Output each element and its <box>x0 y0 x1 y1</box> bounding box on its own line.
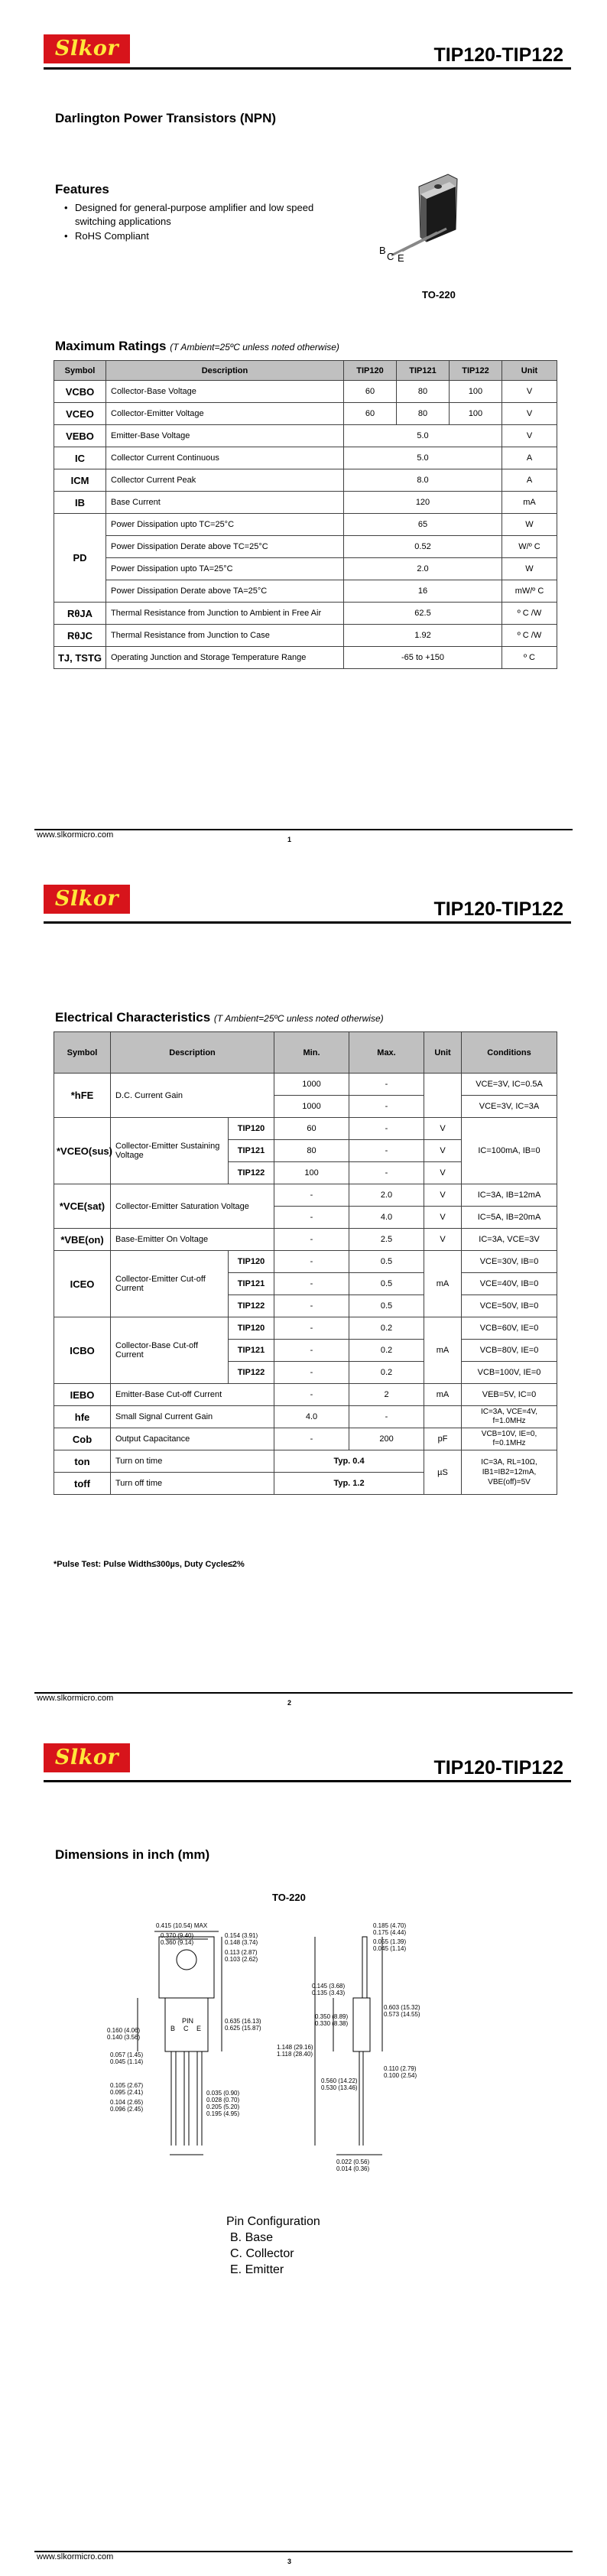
typ-cell: Typ. 1.2 <box>274 1473 424 1495</box>
col-header: TIP121 <box>397 361 450 381</box>
min-cell: - <box>274 1273 349 1295</box>
value-cell: 8.0 <box>344 469 502 492</box>
col-header: Symbol <box>54 1032 111 1074</box>
table-row <box>54 1450 557 1473</box>
desc-cell: Collector-Base Voltage <box>106 381 344 403</box>
part-cell: TIP121 <box>229 1140 274 1162</box>
max-cell: 200 <box>349 1428 424 1450</box>
col-header: Conditions <box>462 1032 557 1074</box>
unit-cell: V <box>424 1229 462 1251</box>
table-header-row <box>54 1032 557 1074</box>
desc-cell: D.C. Current Gain <box>111 1074 274 1118</box>
table-row <box>54 1317 557 1340</box>
dim-label: 0.350 (8.89) <box>315 2013 349 2020</box>
cond-cell: VCB=10V, IE=0, f=0.1MHz <box>462 1428 557 1450</box>
typ-cell: Typ. 0.4 <box>274 1450 424 1473</box>
part-cell: TIP120 <box>229 1317 274 1340</box>
table-row <box>54 492 557 514</box>
cond-cell: IC=100mA, IB=0 <box>462 1118 557 1184</box>
desc-cell: Thermal Resistance from Junction to Ambient in Free Air <box>106 603 344 625</box>
page-2 <box>0 859 607 1717</box>
page-number: 2 <box>287 1699 292 1707</box>
dim-label: 0.625 (15.87) <box>225 2025 261 2032</box>
value-cell: -65 to +150 <box>344 647 502 669</box>
cond-cell: VCB=100V, IE=0 <box>462 1362 557 1384</box>
min-cell: - <box>274 1428 349 1450</box>
desc-cell: Thermal Resistance from Junction to Case <box>106 625 344 647</box>
value-cell: 0.52 <box>344 536 502 558</box>
table-header-row <box>54 361 557 381</box>
footer-rule <box>34 2551 573 2552</box>
desc-cell: Power Dissipation Derate above TA=25°C <box>106 580 344 603</box>
dim-label: 0.135 (3.43) <box>312 1990 346 1996</box>
unit-cell: V <box>502 403 557 425</box>
part-cell: TIP121 <box>229 1340 274 1362</box>
table-row <box>54 381 557 403</box>
unit-cell <box>424 1406 462 1428</box>
dim-label: 0.103 (2.62) <box>225 1956 258 1963</box>
min-cell: 80 <box>274 1140 349 1162</box>
max-cell: 2.0 <box>349 1184 424 1207</box>
pincfg-item: C. Collector <box>230 2247 294 2260</box>
unit-cell: mA <box>424 1317 462 1384</box>
desc-cell: Emitter-Base Cut-off Current <box>111 1384 274 1406</box>
table-row <box>54 425 557 447</box>
symbol-cell: *VCE(sat) <box>54 1184 111 1229</box>
electrical-characteristics-table <box>54 1031 557 1495</box>
symbol-cell: IB <box>54 492 106 514</box>
pin-e-label: E <box>398 252 404 263</box>
min-cell: - <box>274 1207 349 1229</box>
pin-label: PIN <box>182 2017 194 2025</box>
table-row <box>54 1406 557 1428</box>
unit-cell: mW/º C <box>502 580 557 603</box>
pin-b-label: B <box>379 245 386 256</box>
dim-label: 0.022 (0.56) <box>336 2159 370 2165</box>
unit-cell: V <box>502 381 557 403</box>
table-row <box>54 1184 557 1207</box>
cond-cell: VCE=3V, IC=3A <box>462 1096 557 1118</box>
table-row <box>54 647 557 669</box>
slkor-logo: Slkor <box>44 34 130 63</box>
symbol-cell: RθJA <box>54 603 106 625</box>
min-cell: - <box>274 1317 349 1340</box>
header-rule <box>44 67 571 70</box>
cond-cell: VCE=30V, IB=0 <box>462 1251 557 1273</box>
feature-item: • RoHS Compliant <box>64 229 355 243</box>
desc-cell: Collector Current Continuous <box>106 447 344 469</box>
pulse-test-note: *Pulse Test: Pulse Width≤300µs, Duty Cycle≤2% <box>54 1560 245 1569</box>
value-cell: 5.0 <box>344 425 502 447</box>
cond-cell: VEB=5V, IC=0 <box>462 1384 557 1406</box>
desc-cell: Base-Emitter On Voltage <box>111 1229 274 1251</box>
unit-cell: pF <box>424 1428 462 1450</box>
max-cell: 0.2 <box>349 1317 424 1340</box>
dim-label: 0.045 (1.14) <box>373 1945 407 1952</box>
page-number: 3 <box>287 2558 292 2565</box>
cond-cell: VCB=60V, IE=0 <box>462 1317 557 1340</box>
table-row <box>54 1229 557 1251</box>
max-cell: 0.2 <box>349 1362 424 1384</box>
symbol-cell: *VCEO(sus) <box>54 1118 111 1184</box>
unit-cell: º C /W <box>502 603 557 625</box>
table-row <box>54 625 557 647</box>
unit-cell: V <box>424 1184 462 1207</box>
maxratings-condition: (T Ambient=25ºC unless noted otherwise) <box>170 342 339 352</box>
dim-label: 0.360 (9.14) <box>161 1939 194 1946</box>
dim-label: 0.028 (0.70) <box>206 2097 240 2103</box>
value-cell: 80 <box>397 381 450 403</box>
desc-cell: Emitter-Base Voltage <box>106 425 344 447</box>
min-cell: 100 <box>274 1162 349 1184</box>
dim-label: 0.104 (2.65) <box>110 2099 144 2106</box>
page-number: 1 <box>287 836 292 843</box>
desc-cell: Collector-Emitter Cut-off Current <box>111 1251 229 1317</box>
slkor-logo: Slkor <box>44 885 130 914</box>
dim-label: 0.140 (3.56) <box>107 2034 141 2041</box>
unit-cell: V <box>424 1162 462 1184</box>
desc-cell: Output Capacitance <box>111 1428 274 1450</box>
desc-cell: Collector-Emitter Saturation Voltage <box>111 1184 274 1229</box>
pin-b-label: B <box>170 2025 176 2032</box>
dim-label: 0.160 (4.06) <box>107 2027 141 2034</box>
dim-label: 0.530 (13.46) <box>321 2084 358 2091</box>
footer-rule <box>34 1692 573 1694</box>
table-row <box>54 558 557 580</box>
value-cell: 100 <box>450 403 502 425</box>
dim-label: 0.603 (15.32) <box>384 2004 420 2011</box>
unit-cell: V <box>424 1140 462 1162</box>
min-cell: - <box>274 1384 349 1406</box>
symbol-cell: PD <box>54 514 106 603</box>
unit-cell: W/º C <box>502 536 557 558</box>
symbol-cell: IC <box>54 447 106 469</box>
unit-cell: V <box>424 1118 462 1140</box>
col-header: TIP120 <box>344 361 397 381</box>
table-row <box>54 1428 557 1450</box>
min-cell: - <box>274 1229 349 1251</box>
col-header: Unit <box>502 361 557 381</box>
symbol-cell: toff <box>54 1473 111 1495</box>
value-cell: 16 <box>344 580 502 603</box>
cond-cell: IC=3A, VCE=4V, f=1.0MHz <box>462 1406 557 1428</box>
dim-label: 0.095 (2.41) <box>110 2089 144 2096</box>
unit-cell: µS <box>424 1450 462 1495</box>
value-cell: 1.92 <box>344 625 502 647</box>
max-cell: 0.5 <box>349 1273 424 1295</box>
unit-cell: A <box>502 469 557 492</box>
dim-label: 0.175 (4.44) <box>373 1929 407 1936</box>
package-label: TO-220 <box>422 289 456 300</box>
footer-website: www.slkormicro.com <box>37 1694 114 1703</box>
symbol-cell: TJ, TSTG <box>54 647 106 669</box>
min-cell: - <box>274 1340 349 1362</box>
dim-label: 0.370 (9.40) <box>161 1932 194 1939</box>
col-header: TIP122 <box>450 361 502 381</box>
dim-label: 0.415 (10.54) MAX <box>156 1922 208 1929</box>
max-ratings-table <box>54 360 557 669</box>
value-cell: 62.5 <box>344 603 502 625</box>
dim-label: 0.096 (2.45) <box>110 2106 144 2113</box>
dim-label: 0.113 (2.87) <box>225 1949 258 1956</box>
dim-label: 0.560 (14.22) <box>321 2077 358 2084</box>
cond-cell: IC=3A, RL=10Ω, IB1=IB2=12mA, VBE(off)=5V <box>462 1450 557 1495</box>
feature-item: • Designed for general-purpose amplifier and low speed switching applications <box>64 201 355 229</box>
desc-cell: Operating Junction and Storage Temperature Range <box>106 647 344 669</box>
col-header: Description <box>106 361 344 381</box>
max-cell: - <box>349 1118 424 1140</box>
footer-website: www.slkormicro.com <box>37 830 114 840</box>
header-rule <box>44 921 571 924</box>
dim-label: 0.014 (0.36) <box>336 2165 370 2172</box>
min-cell: - <box>274 1251 349 1273</box>
table-row <box>54 536 557 558</box>
pincfg-title: Pin Configuration <box>226 2215 320 2228</box>
col-header: Symbol <box>54 361 106 381</box>
package-label: TO-220 <box>272 1892 306 1903</box>
table-row <box>54 403 557 425</box>
max-cell: - <box>349 1074 424 1096</box>
min-cell: - <box>274 1184 349 1207</box>
table-row <box>54 1384 557 1406</box>
value-cell: 80 <box>397 403 450 425</box>
dim-label: 0.045 (1.14) <box>110 2058 144 2065</box>
unit-cell: W <box>502 514 557 536</box>
symbol-cell: hfe <box>54 1406 111 1428</box>
part-cell: TIP120 <box>229 1251 274 1273</box>
max-cell: 0.2 <box>349 1340 424 1362</box>
dimensions-heading: Dimensions in inch (mm) <box>55 1847 210 1862</box>
cond-cell: VCB=80V, IE=0 <box>462 1340 557 1362</box>
features-heading: Features <box>55 182 109 197</box>
max-cell: 2.5 <box>349 1229 424 1251</box>
footer-website: www.slkormicro.com <box>37 2552 114 2561</box>
cond-cell: IC=5A, IB=20mA <box>462 1207 557 1229</box>
symbol-cell: ICBO <box>54 1317 111 1384</box>
electrical-heading-text: Electrical Characteristics <box>55 1010 211 1025</box>
desc-cell: Collector-Base Cut-off Current <box>111 1317 229 1384</box>
part-cell: TIP122 <box>229 1362 274 1384</box>
dim-label: 0.148 (3.74) <box>225 1939 258 1946</box>
features-list <box>64 201 355 244</box>
part-number-title: TIP120-TIP122 <box>433 898 563 920</box>
table-row <box>54 603 557 625</box>
dim-label: 0.110 (2.79) <box>384 2065 417 2072</box>
min-cell: 1000 <box>274 1096 349 1118</box>
symbol-cell: *VBE(on) <box>54 1229 111 1251</box>
header-rule <box>44 1780 571 1782</box>
dim-label: 0.330 (8.38) <box>315 2020 349 2027</box>
unit-cell <box>424 1074 462 1118</box>
desc-cell: Collector Current Peak <box>106 469 344 492</box>
max-cell: - <box>349 1162 424 1184</box>
value-cell: 60 <box>344 403 397 425</box>
footer-rule <box>34 829 573 830</box>
pin-c-label: C <box>183 2025 189 2032</box>
symbol-cell: VEBO <box>54 425 106 447</box>
page-3 <box>0 1717 607 2576</box>
max-cell: - <box>349 1406 424 1428</box>
symbol-cell: VCEO <box>54 403 106 425</box>
to220-package-image <box>365 171 526 263</box>
desc-cell: Power Dissipation upto TC=25°C <box>106 514 344 536</box>
value-cell: 5.0 <box>344 447 502 469</box>
symbol-cell: RθJC <box>54 625 106 647</box>
max-cell: 0.5 <box>349 1295 424 1317</box>
dim-label: 0.100 (2.54) <box>384 2072 417 2079</box>
table-row <box>54 447 557 469</box>
page-1 <box>0 0 607 859</box>
table-row <box>54 1118 557 1140</box>
symbol-cell: ICM <box>54 469 106 492</box>
dim-label: 0.195 (4.95) <box>206 2110 240 2117</box>
col-header: Unit <box>424 1032 462 1074</box>
desc-cell: Turn on time <box>111 1450 274 1473</box>
table-row <box>54 469 557 492</box>
max-cell: 2 <box>349 1384 424 1406</box>
desc-cell: Small Signal Current Gain <box>111 1406 274 1428</box>
dim-label: 0.573 (14.55) <box>384 2011 420 2018</box>
dim-label: 0.185 (4.70) <box>373 1922 407 1929</box>
to220-dimension-drawing <box>107 1918 443 2208</box>
min-cell: 60 <box>274 1118 349 1140</box>
desc-cell: Turn off time <box>111 1473 274 1495</box>
cond-cell: VCE=3V, IC=0.5A <box>462 1074 557 1096</box>
pin-configuration <box>226 2214 320 2278</box>
dim-label: 1.118 (28.40) <box>277 2051 313 2058</box>
part-cell: TIP120 <box>229 1118 274 1140</box>
part-cell: TIP122 <box>229 1295 274 1317</box>
part-number-title: TIP120-TIP122 <box>433 44 563 66</box>
symbol-cell: ton <box>54 1450 111 1473</box>
min-cell: - <box>274 1295 349 1317</box>
unit-cell: mA <box>424 1384 462 1406</box>
desc-cell: Collector-Emitter Voltage <box>106 403 344 425</box>
unit-cell: A <box>502 447 557 469</box>
unit-cell: W <box>502 558 557 580</box>
electrical-heading <box>55 1010 384 1025</box>
desc-cell: Collector-Emitter Sustaining Voltage <box>111 1118 229 1184</box>
dim-label: 0.057 (1.45) <box>110 2051 144 2058</box>
table-row <box>54 580 557 603</box>
value-cell: 60 <box>344 381 397 403</box>
symbol-cell: Cob <box>54 1428 111 1450</box>
min-cell: 4.0 <box>274 1406 349 1428</box>
table-row <box>54 514 557 536</box>
maxratings-heading <box>55 339 339 354</box>
unit-cell: º C /W <box>502 625 557 647</box>
dim-label: 0.145 (3.68) <box>312 1983 346 1990</box>
dim-label: 0.035 (0.90) <box>206 2090 240 2097</box>
symbol-cell: *hFE <box>54 1074 111 1118</box>
value-cell: 65 <box>344 514 502 536</box>
cond-cell: IC=3A, IB=12mA <box>462 1184 557 1207</box>
maxratings-heading-text: Maximum Ratings <box>55 339 167 353</box>
dim-label: 1.148 (29.16) <box>277 2044 313 2051</box>
slkor-logo: Slkor <box>44 1743 130 1772</box>
dim-label: 0.205 (5.20) <box>206 2103 240 2110</box>
col-header: Description <box>111 1032 274 1074</box>
min-cell: 1000 <box>274 1074 349 1096</box>
part-cell: TIP122 <box>229 1162 274 1184</box>
cond-cell: IC=3A, VCE=3V <box>462 1229 557 1251</box>
col-header: Min. <box>274 1032 349 1074</box>
dim-label: 0.635 (16.13) <box>225 2018 261 2025</box>
dim-label: 0.105 (2.67) <box>110 2082 144 2089</box>
col-header: Max. <box>349 1032 424 1074</box>
pin-c-label: C <box>387 251 394 262</box>
table-row <box>54 1074 557 1096</box>
symbol-cell: ICEO <box>54 1251 111 1317</box>
max-cell: - <box>349 1096 424 1118</box>
dim-label: 0.055 (1.39) <box>373 1938 407 1945</box>
pincfg-item: B. Base <box>230 2231 274 2244</box>
dim-label: 0.154 (3.91) <box>225 1932 258 1939</box>
value-cell: 2.0 <box>344 558 502 580</box>
unit-cell: mA <box>502 492 557 514</box>
unit-cell: º C <box>502 647 557 669</box>
desc-cell: Base Current <box>106 492 344 514</box>
part-number-title: TIP120-TIP122 <box>433 1757 563 1779</box>
product-title: Darlington Power Transistors (NPN) <box>55 111 277 125</box>
symbol-cell: IEBO <box>54 1384 111 1406</box>
unit-cell: V <box>502 425 557 447</box>
pincfg-item: E. Emitter <box>230 2263 284 2276</box>
pin-e-label: E <box>196 2025 202 2032</box>
cond-cell: VCE=50V, IB=0 <box>462 1295 557 1317</box>
part-cell: TIP121 <box>229 1273 274 1295</box>
value-cell: 120 <box>344 492 502 514</box>
max-cell: 0.5 <box>349 1251 424 1273</box>
max-cell: - <box>349 1140 424 1162</box>
cond-cell: VCE=40V, IB=0 <box>462 1273 557 1295</box>
desc-cell: Power Dissipation Derate above TC=25°C <box>106 536 344 558</box>
desc-cell: Power Dissipation upto TA=25°C <box>106 558 344 580</box>
unit-cell: V <box>424 1207 462 1229</box>
max-cell: 4.0 <box>349 1207 424 1229</box>
table-row <box>54 1251 557 1273</box>
symbol-cell: VCBO <box>54 381 106 403</box>
unit-cell: mA <box>424 1251 462 1317</box>
value-cell: 100 <box>450 381 502 403</box>
electrical-condition: (T Ambient=25ºC unless noted otherwise) <box>213 1013 384 1024</box>
min-cell: - <box>274 1362 349 1384</box>
